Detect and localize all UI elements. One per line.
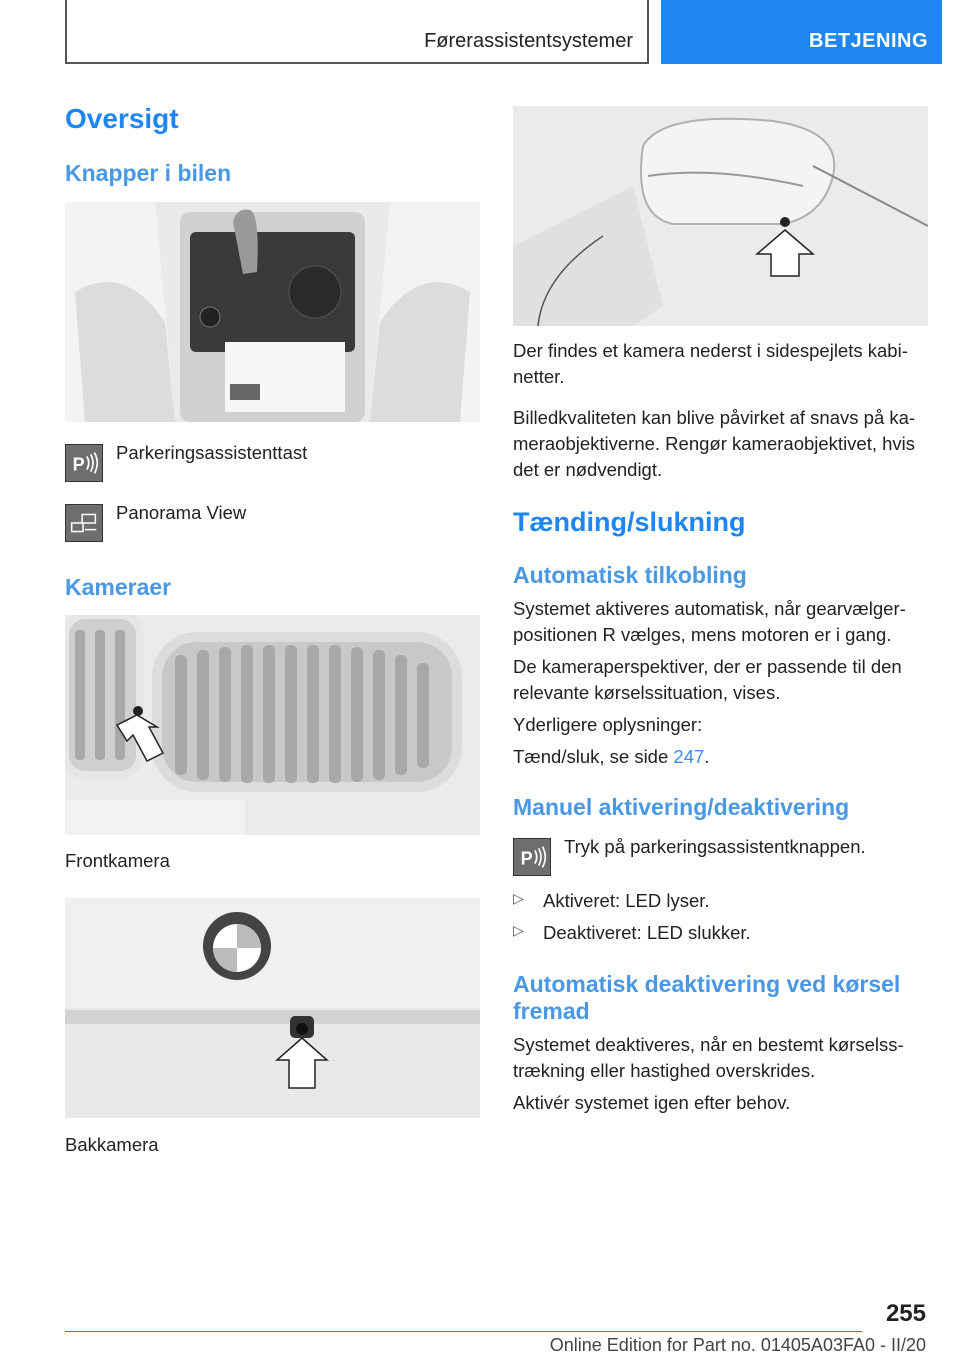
parking-assistant-icon-2 [513, 838, 551, 876]
auto-paragraph-1: Systemet aktiveres automatisk, når gearvælger-positionen R vælges, mens motoren er i gang. [513, 598, 906, 645]
header-section-title: Førerassistentsystemer [424, 30, 633, 52]
svg-text:P: P [72, 454, 85, 475]
auto-paragraph-3: Yderligere oplysninger: [513, 714, 703, 735]
buttons-heading: Knapper i bilen [65, 160, 232, 186]
auto-heading: Automatisk tilkobling [513, 562, 747, 588]
front-camera-caption: Frontkamera [65, 850, 170, 871]
list-item [513, 922, 928, 948]
manual-heading: Manuel aktivering/deaktivering [513, 794, 850, 820]
bullet-text-1: Aktiveret: LED lyser. [543, 890, 710, 911]
svg-text:P: P [520, 848, 533, 869]
button1-label: Parkeringsassistenttast [116, 442, 308, 463]
header-chapter-title: BETJENING [809, 30, 928, 52]
mirror-paragraph-1: Der findes et kamera nederst i sidespejlets kabi-netter. [513, 340, 908, 387]
front-camera-image [65, 615, 480, 835]
side-mirror-image [513, 106, 928, 326]
footer-edition: Online Edition for Part no. 01405A03FA0 - II/20 [549, 1335, 926, 1355]
manual-text: Tryk på parkeringsassistentknappen. [564, 836, 866, 857]
panorama-view-icon [65, 504, 103, 542]
footer-divider [65, 1331, 862, 1332]
header-section-tab [65, 0, 649, 64]
header-chapter-tab [661, 0, 942, 64]
deact-paragraph-1: Systemet deaktiveres, når en bestemt kørselss-trækning eller hastighed overskrides. [513, 1034, 904, 1081]
page-link[interactable]: 247 [673, 746, 705, 767]
mirror-paragraph-2: Billedkvaliteten kan blive påvirket af snavs på ka-meraobjektiverne. Rengør kameraobjektivet, hvis det er nødvendigt. [513, 407, 916, 480]
onoff-heading: Tænding/slukning [513, 507, 746, 537]
deact-paragraph-2: Aktivér systemet igen efter behov. [513, 1092, 791, 1113]
bullet-text-2: Deaktiveret: LED slukker. [543, 922, 751, 943]
rear-camera-caption: Bakkamera [65, 1134, 159, 1155]
rear-camera-image [65, 898, 480, 1118]
auto-paragraph-2: De kameraperspektiver, der er passende til den relevante kørselssituation, vises. [513, 656, 902, 703]
auto-paragraph-4 [513, 744, 709, 770]
cameras-heading: Kameraer [65, 574, 172, 600]
bullet-triangle-icon: ▷ [513, 922, 524, 938]
parking-assistant-icon [65, 444, 103, 482]
page-title: Oversigt [65, 103, 179, 134]
deact-heading-line1: Automatisk deaktivering ved kørsel [513, 971, 901, 997]
see-page-prefix: Tænd/sluk, se side [513, 746, 669, 767]
list-item [513, 890, 928, 916]
see-page-suffix: . [704, 746, 710, 767]
deact-heading-line2: fremad [513, 998, 590, 1024]
button2-label: Panorama View [116, 502, 247, 523]
bullet-triangle-icon: ▷ [513, 890, 524, 906]
page-number: 255 [885, 1300, 926, 1327]
center-console-image [65, 202, 480, 422]
